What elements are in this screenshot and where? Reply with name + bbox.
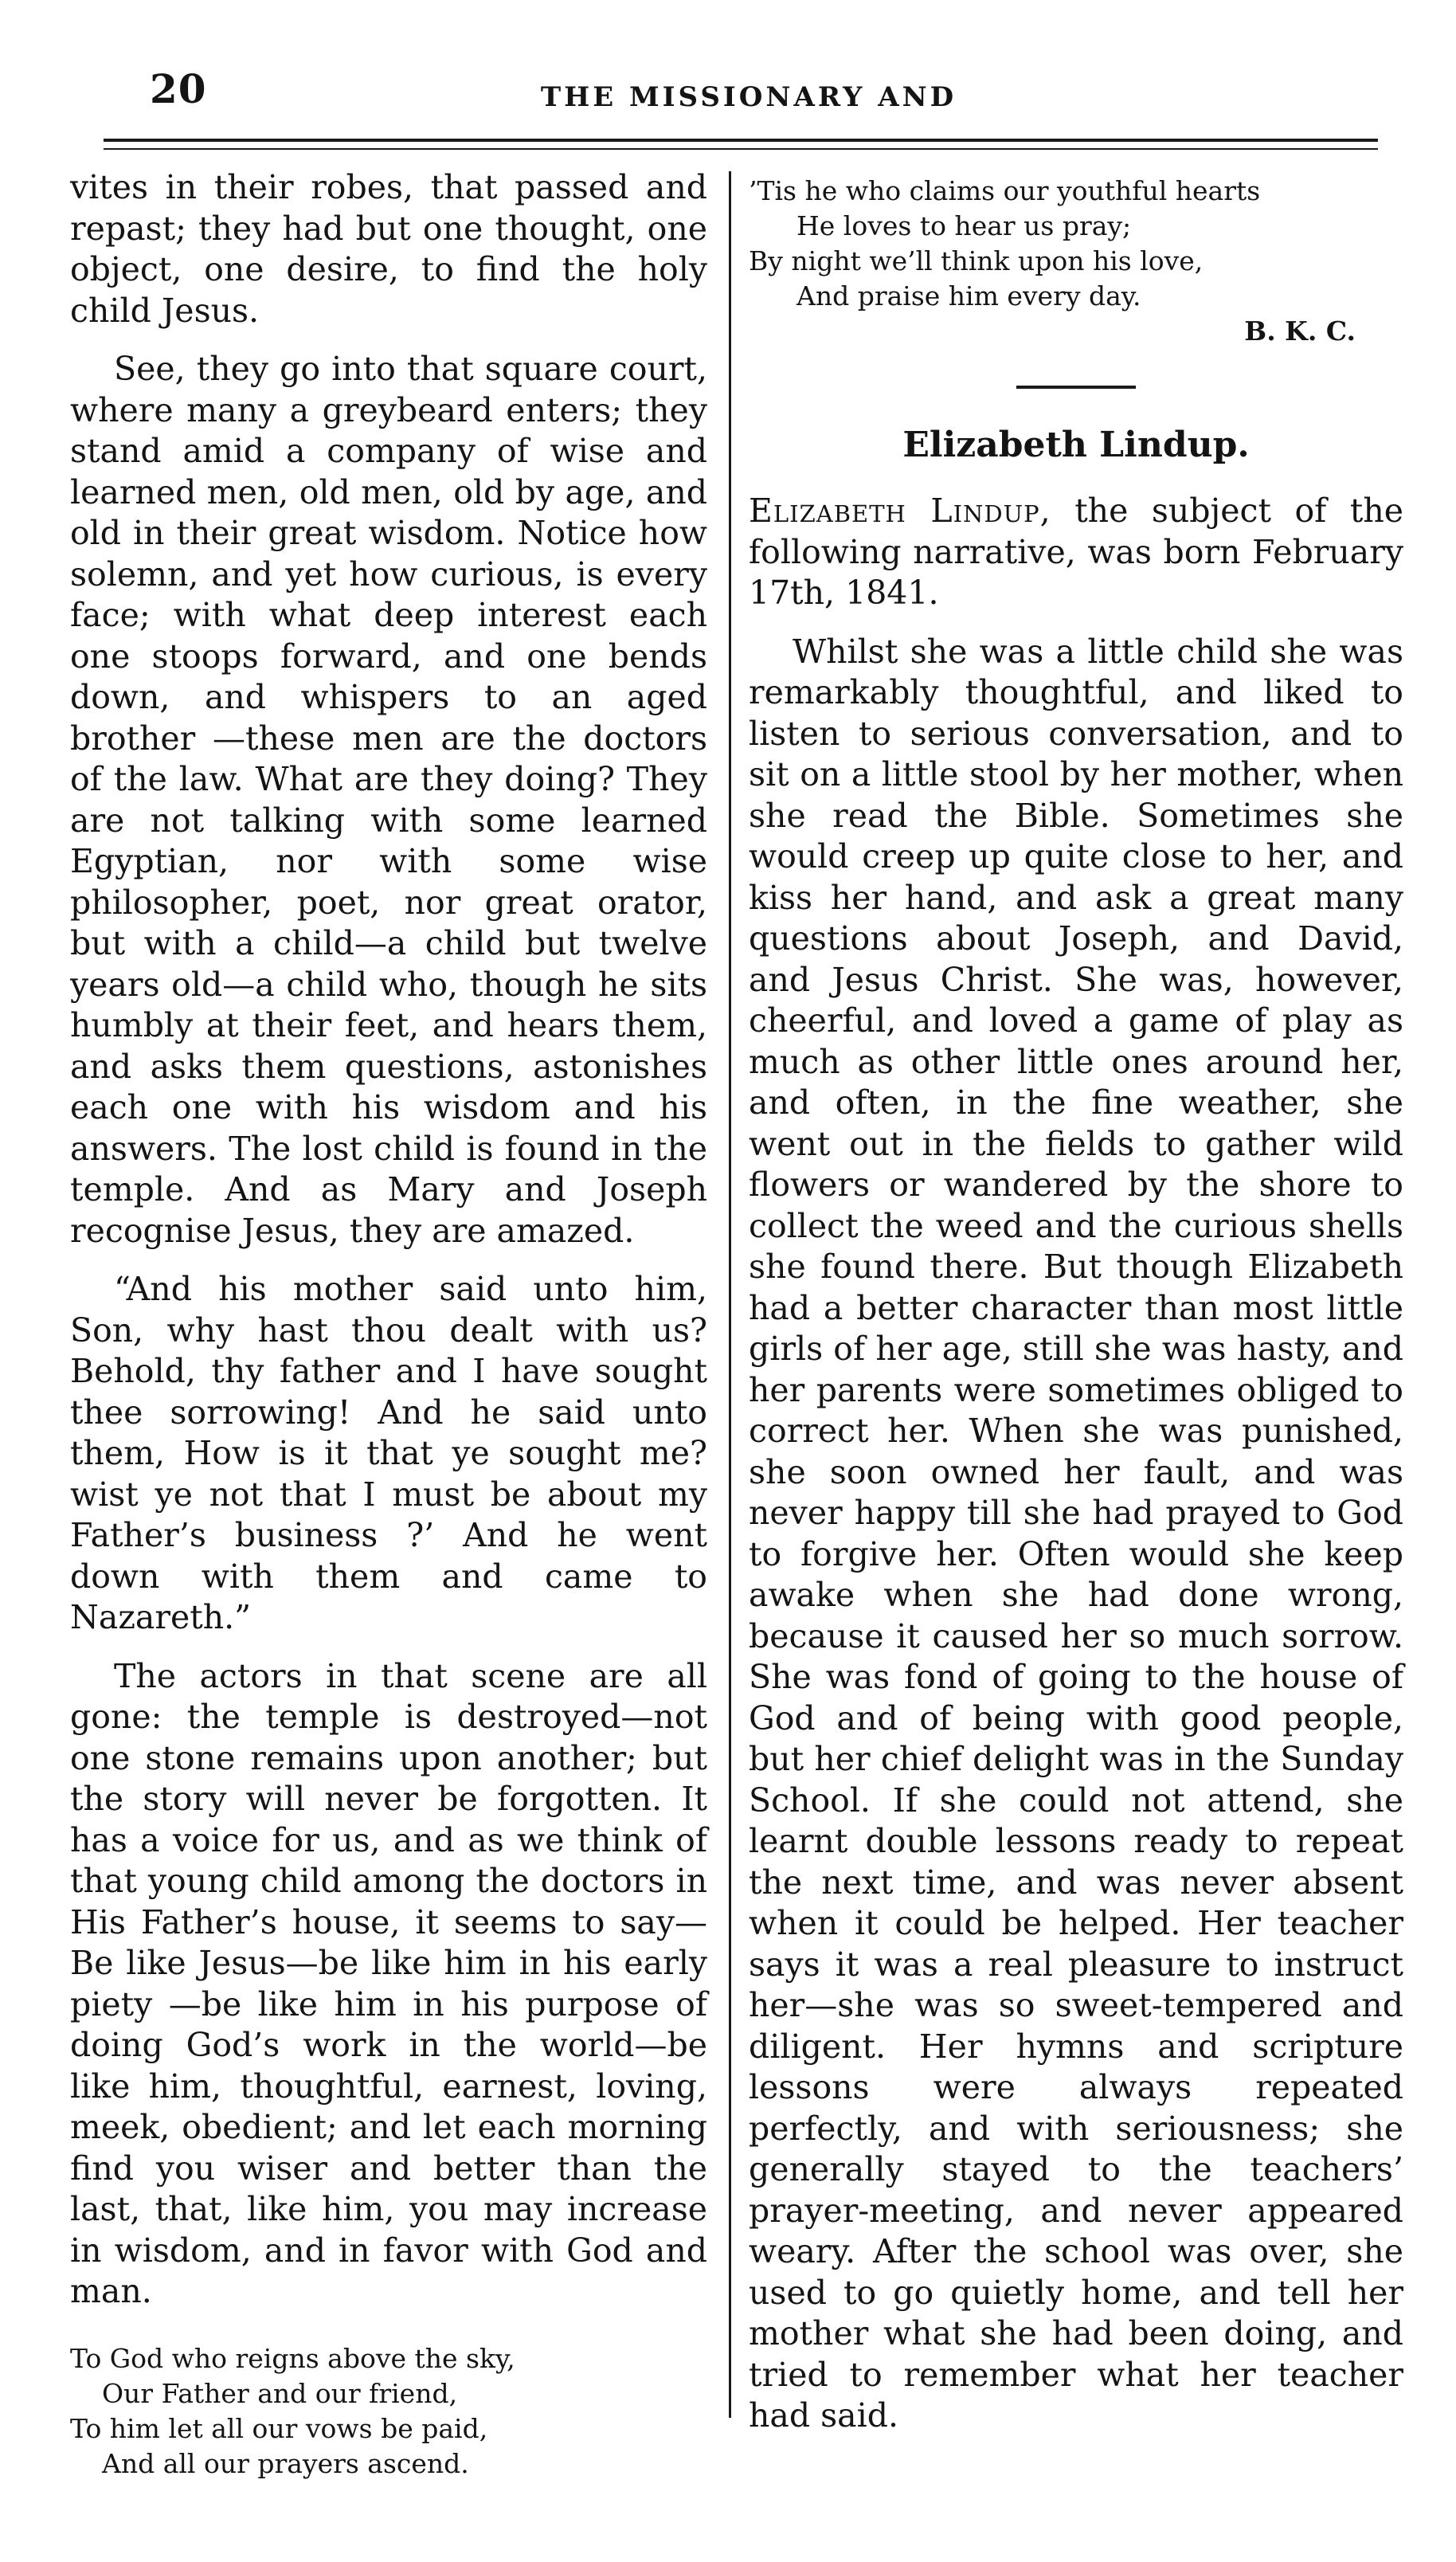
column-divider (729, 171, 731, 2418)
section-divider-rule (1016, 386, 1136, 389)
paragraph-continuation: vites in their robes, that passed and repast; they had but one thought, one object, one desire, to find the holy child Jesus. (70, 168, 707, 330)
verse-line: ’Tis he who claims our youthful hearts (749, 175, 1261, 206)
left-column (70, 167, 707, 2482)
article-title: Elizabeth Lindup. (902, 425, 1250, 465)
verse-line: By night we’ll think upon his love, (749, 245, 1204, 276)
verse-line: And praise him every day. (796, 280, 1141, 311)
running-head: THE MISSIONARY AND (540, 81, 957, 113)
hymn-verse-left (70, 2341, 707, 2482)
paragraph-lesson: The actors in that scene are all gone: the temple is destroyed—not one stone remains upon another; but the story will never be forgotten. It has a voice for us, and as we think of that young child among the doctors in His Father’s house, it seems to say—Be like Jesus—be like him in his early piety —be like him in his purpose of doing God’s work in the world—be like him, thoughtful, earnest, loving, meek, obedient; and let each morning find you wiser and better than the last, that, like him, you may increase in wisdom, and in favor with God and man. (70, 1656, 707, 2310)
verse-line: To God who reigns above the sky, (70, 2342, 515, 2374)
article-lead-paragraph (749, 491, 1403, 614)
paragraph-scripture-quote: “And his mother said unto him, Son, why hast thou dealt with us? Behold, thy father and I have sought thee sorrowing! And he said unto them, How is it that ye sought me? wist ye not that I must be about my Father’s business ?’ And he went down with them and came to Nazareth.” (70, 1270, 707, 1636)
lead-text: the subject of the following narrative, was born February 17th, 1841. (749, 492, 1403, 612)
verse-line: Our Father and our friend, (102, 2377, 458, 2409)
paragraph-temple-court: See, they go into that square court, where many a greybeard enters; they stand amid a company of wise and learned men, old men, old by age, and old in their great wisdom. Notice how solemn, and yet how curious, is every face; with what deep interest each one stoops forward, and one bends down, and whispers to an aged brother —these men are the doctors of the law. What are they doing? They are not talking with some learned Egyptian, nor with some wise philosopher, poet, nor great orator, but with a child—a child but twelve years old—a child who, though he sits humbly at their feet, and hears them, and asks them questions, astonishes each one with his wisdom and his answers. The lost child is found in the temple. And as Mary and Joseph recognise Jesus, they are amazed. (70, 350, 707, 1250)
right-column (749, 167, 1403, 2437)
verse-line: To him let all our vows be paid, (70, 2412, 488, 2444)
page-number: 20 (150, 65, 207, 112)
author-signature: B. K. C. (1244, 315, 1356, 347)
verse-line: And all our prayers ascend. (102, 2447, 469, 2479)
header-rule-thin (104, 148, 1378, 150)
subject-name: Elizabeth Lindup, (749, 492, 1051, 530)
verse-line: He loves to hear us pray; (796, 210, 1132, 241)
header-rule-thick (104, 139, 1378, 142)
hymn-verse-right (749, 174, 1403, 349)
article-body-paragraph: Whilst she was a little child she was remarkably thoughtful, and liked to listen to serious conversation, and to sit on a little stool by her mother, when she read the Bible. Sometimes she would creep up quite close to her, and kiss her hand, and ask a great many questions about Joseph, and David, and Jesus Christ. She was, however, cheerful, and loved a game of play as much as other little ones around her, and often, in the fine weather, she went out in the fields to gather wild flowers or wandered by the shore to collect the weed and the curious shells she found there. But though Elizabeth had a better character than most little girls of her age, still she was hasty, and her parents were sometimes obliged to correct her. When she was punished, she soon owned her fault, and was never happy till she had prayed to God to forgive her. Often would she keep awake when she had done wrong, because it caused her so much sorrow. She was fond of going to the house of God and of being with good people, but her chief delight was in the Sunday School. If she could not attend, she learnt double lessons ready to repeat the next time, and was never absent when it could be helped. Her teacher says it was a real pleasure to instruct her—she was so sweet-tempered and diligent. Her hymns and scripture lessons were always repeated perfectly, and with seriousness; she generally stayed to the teachers’ prayer-meeting, and never appeared weary. After the school was over, she used to go quietly home, and tell her mother what she had been doing, and tried to remember what her teacher had said. (749, 632, 1403, 2435)
